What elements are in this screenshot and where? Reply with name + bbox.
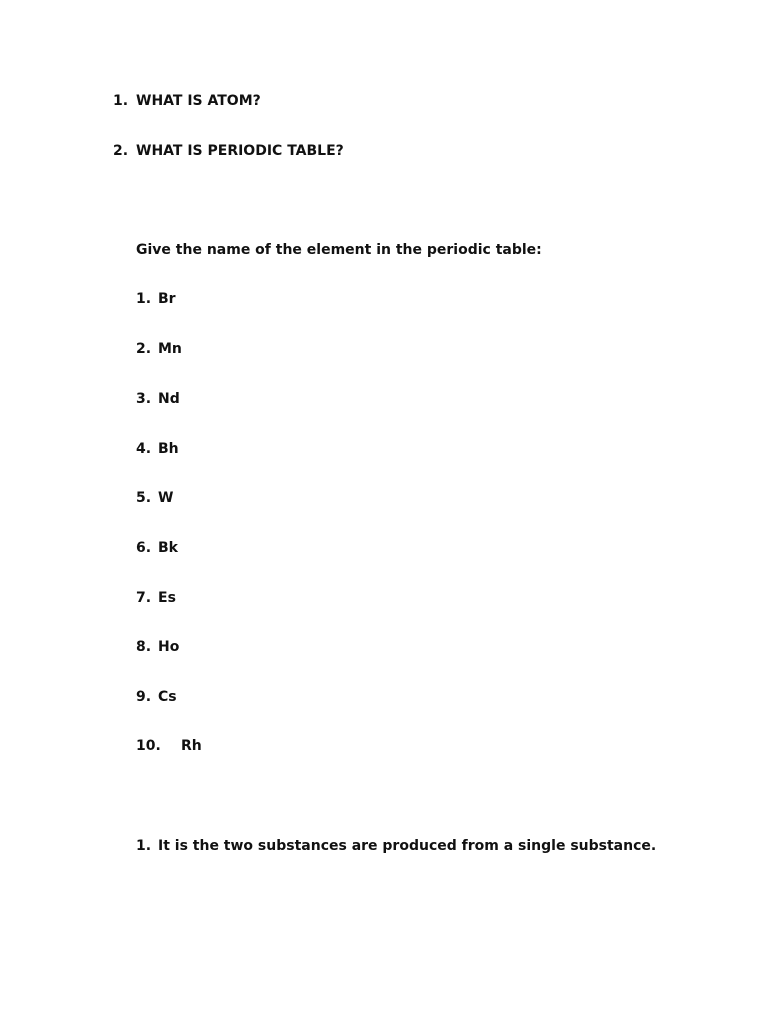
question-number: 1. <box>113 93 129 109</box>
element-number: 2. <box>136 341 152 357</box>
instruction-text: Give the name of the element in the periodic table: <box>136 242 542 258</box>
element-item <box>136 489 173 507</box>
definition-item <box>136 837 656 855</box>
element-number: 9. <box>136 689 152 705</box>
question-number: 2. <box>113 143 129 159</box>
element-symbol: Bk <box>158 540 178 556</box>
element-item <box>136 737 202 755</box>
element-number: 4. <box>136 441 152 457</box>
element-item <box>136 589 176 607</box>
element-symbol: W <box>158 490 174 506</box>
element-number: 1. <box>136 291 152 307</box>
element-symbol: Es <box>158 590 176 606</box>
definition-text: It is the two substances are produced from a single substance. <box>158 838 657 854</box>
element-number: 3. <box>136 391 152 407</box>
element-number: 7. <box>136 590 152 606</box>
element-item <box>136 440 179 458</box>
element-symbol: Cs <box>158 689 177 705</box>
element-item <box>136 638 179 656</box>
question-item <box>113 92 261 110</box>
element-symbol: Nd <box>158 391 180 407</box>
element-symbol: Br <box>158 291 176 307</box>
question-item <box>113 142 344 160</box>
element-item <box>136 340 182 358</box>
definition-number: 1. <box>136 838 152 854</box>
element-symbol: Mn <box>158 341 182 357</box>
element-symbol: Rh <box>181 738 202 754</box>
question-text: WHAT IS PERIODIC TABLE? <box>136 143 344 159</box>
element-number: 5. <box>136 490 152 506</box>
element-symbol: Bh <box>158 441 179 457</box>
element-number: 8. <box>136 639 152 655</box>
element-item <box>136 688 177 706</box>
element-symbol: Ho <box>158 639 180 655</box>
element-item <box>136 390 180 408</box>
element-item <box>136 290 176 308</box>
element-item <box>136 539 178 557</box>
element-number: 10. <box>136 738 161 754</box>
question-text: WHAT IS ATOM? <box>136 93 261 109</box>
element-number: 6. <box>136 540 152 556</box>
